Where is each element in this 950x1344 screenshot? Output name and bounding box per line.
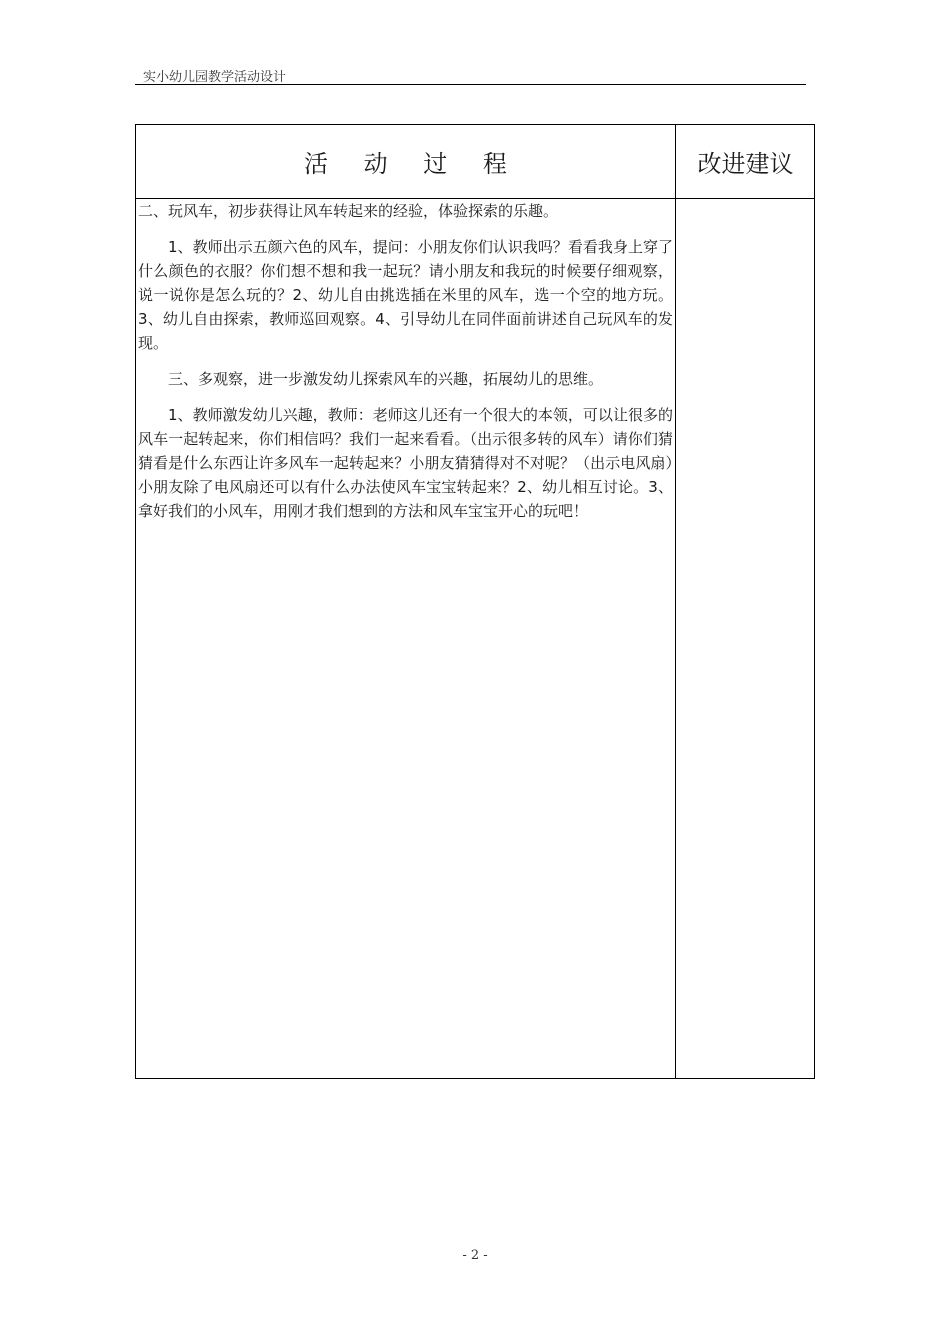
column-header-process: 活 动 过 程 <box>304 150 521 178</box>
section-three-heading: 三、多观察，进一步激发幼儿探索风车的兴趣，拓展幼儿的思维。 <box>168 370 604 388</box>
document-header: 实小幼儿园教学活动设计 <box>143 70 287 85</box>
section-two-steps: 1、教师出示五颜六色的风车，提问：小朋友你们认识我吗？看看我身上穿了什么颜色的衣服？你们想不想和我一起玩？请小朋友和我玩的时候要仔细观察，说一说你是怎么玩的？2、幼儿自由挑选插在米里的风车，选一个空的地方玩。3、幼儿自由探索，教师巡回观察。4、引导幼儿在同伴面前讲述自己玩风车的发现。 <box>138 238 673 352</box>
section-two-heading: 二、玩风车，初步获得让风车转起来的经验，体验探索的乐趣。 <box>138 202 559 220</box>
activity-table <box>135 124 815 1079</box>
process-content <box>138 199 673 535</box>
section-three-steps: 1、教师激发幼儿兴趣，教师：老师这儿还有一个很大的本领，可以让很多的风车一起转起来，你们相信吗？我们一起来看看。（出示很多转的风车）请你们猜猜看是什么东西让许多风车一起转起来？小朋友猜猜得对不对呢？（出示电风扇）小朋友除了电风扇还可以有什么办法使风车宝宝转起来？2、幼儿相互讨论。3、拿好我们的小风车，用刚才我们想到的方法和风车宝宝开心的玩吧！ <box>138 406 673 520</box>
column-header-suggestion: 改进建议 <box>697 150 794 178</box>
header-rule <box>135 84 806 85</box>
column-divider <box>675 125 676 1078</box>
page-number: - 2 - <box>462 1248 488 1263</box>
